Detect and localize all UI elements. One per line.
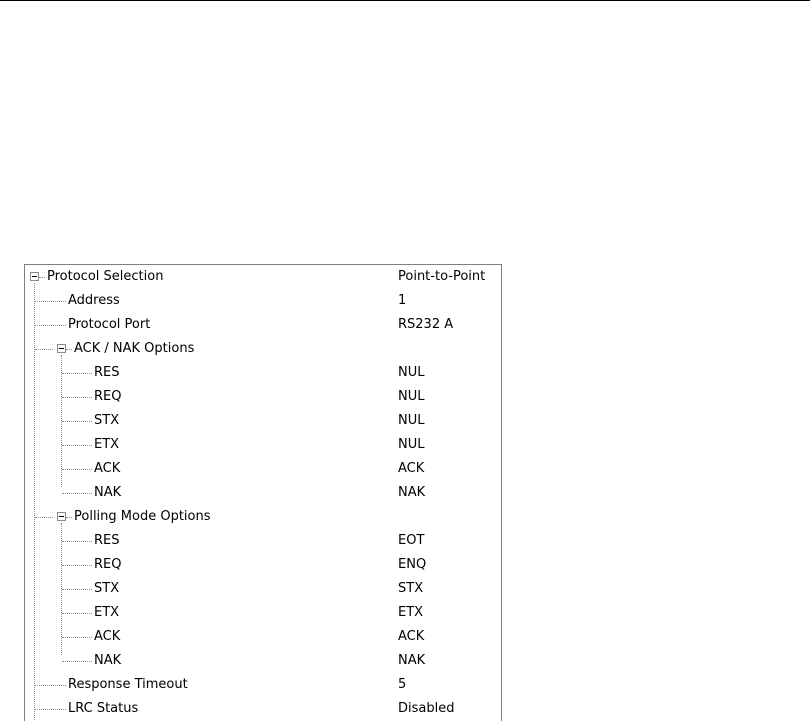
protocol-tree-view[interactable] <box>24 264 502 721</box>
tree-branch <box>66 517 72 518</box>
tree-row-value: NUL <box>398 389 425 404</box>
tree-row-label: LRC Status <box>68 701 139 716</box>
tree-row-polling-nak[interactable] <box>25 649 501 673</box>
tree-row-label: Protocol Port <box>68 317 151 332</box>
tree-row-value: NAK <box>398 653 426 668</box>
tree-branch <box>66 349 72 350</box>
tree-row-lrc-status[interactable] <box>25 697 501 721</box>
tree-row-ack-nak-options[interactable] <box>25 337 501 361</box>
tree-row-value: NAK <box>398 485 426 500</box>
tree-row-value: ENQ <box>398 557 427 572</box>
tree-row-ack-nak-stx[interactable] <box>25 409 501 433</box>
tree-row-address[interactable] <box>25 289 501 313</box>
tree-row-label: STX <box>94 413 120 428</box>
tree-row-ack-nak-req[interactable] <box>25 385 501 409</box>
top-rule <box>0 0 810 1</box>
tree-row-value: 5 <box>398 677 407 692</box>
tree-row-label: RES <box>94 365 120 380</box>
tree-row-value: 1 <box>398 293 407 308</box>
tree-row-label: Response Timeout <box>68 677 188 692</box>
tree-row-protocol-port[interactable] <box>25 313 501 337</box>
tree-row-label: REQ <box>94 389 122 404</box>
tree-row-label: ETX <box>94 605 120 620</box>
tree-row-polling-mode-options[interactable] <box>25 505 501 529</box>
tree-row-label: RES <box>94 533 120 548</box>
tree-row-value: NUL <box>398 413 425 428</box>
tree-row-label: NAK <box>94 485 122 500</box>
tree-row-value: STX <box>398 581 424 596</box>
tree-row-label: ETX <box>94 437 120 452</box>
tree-row-ack-nak-res[interactable] <box>25 361 501 385</box>
tree-row-protocol-selection[interactable] <box>25 265 501 289</box>
collapse-minus-icon[interactable] <box>57 512 66 521</box>
tree-row-polling-req[interactable] <box>25 553 501 577</box>
tree-row-label: Polling Mode Options <box>74 509 211 524</box>
tree-row-label: ACK <box>94 629 121 644</box>
tree-row-label: REQ <box>94 557 122 572</box>
tree-row-ack-nak-ack[interactable] <box>25 457 501 481</box>
tree-row-polling-etx[interactable] <box>25 601 501 625</box>
tree-row-label: STX <box>94 581 120 596</box>
tree-row-label: Protocol Selection <box>47 269 164 284</box>
tree-row-ack-nak-etx[interactable] <box>25 433 501 457</box>
tree-row-value: Disabled <box>398 701 455 716</box>
tree-row-polling-stx[interactable] <box>25 577 501 601</box>
tree-row-ack-nak-nak[interactable] <box>25 481 501 505</box>
tree-row-response-timeout[interactable] <box>25 673 501 697</box>
collapse-minus-icon[interactable] <box>57 344 66 353</box>
tree-row-label: ACK / NAK Options <box>74 341 195 356</box>
tree-row-label: Address <box>68 293 120 308</box>
tree-row-value: Point-to-Point <box>398 269 486 284</box>
tree-row-label: NAK <box>94 653 122 668</box>
tree-row-label: ACK <box>94 461 121 476</box>
tree-row-polling-res[interactable] <box>25 529 501 553</box>
tree-row-value: RS232 A <box>398 317 454 332</box>
collapse-minus-icon[interactable] <box>30 272 39 281</box>
tree-row-value: ACK <box>398 629 425 644</box>
tree-row-value: NUL <box>398 365 425 380</box>
tree-row-value: ETX <box>398 605 424 620</box>
tree-branch <box>39 277 45 278</box>
tree-row-value: ACK <box>398 461 425 476</box>
tree-row-polling-ack[interactable] <box>25 625 501 649</box>
tree-row-value: NUL <box>398 437 425 452</box>
tree-row-value: EOT <box>398 533 425 548</box>
